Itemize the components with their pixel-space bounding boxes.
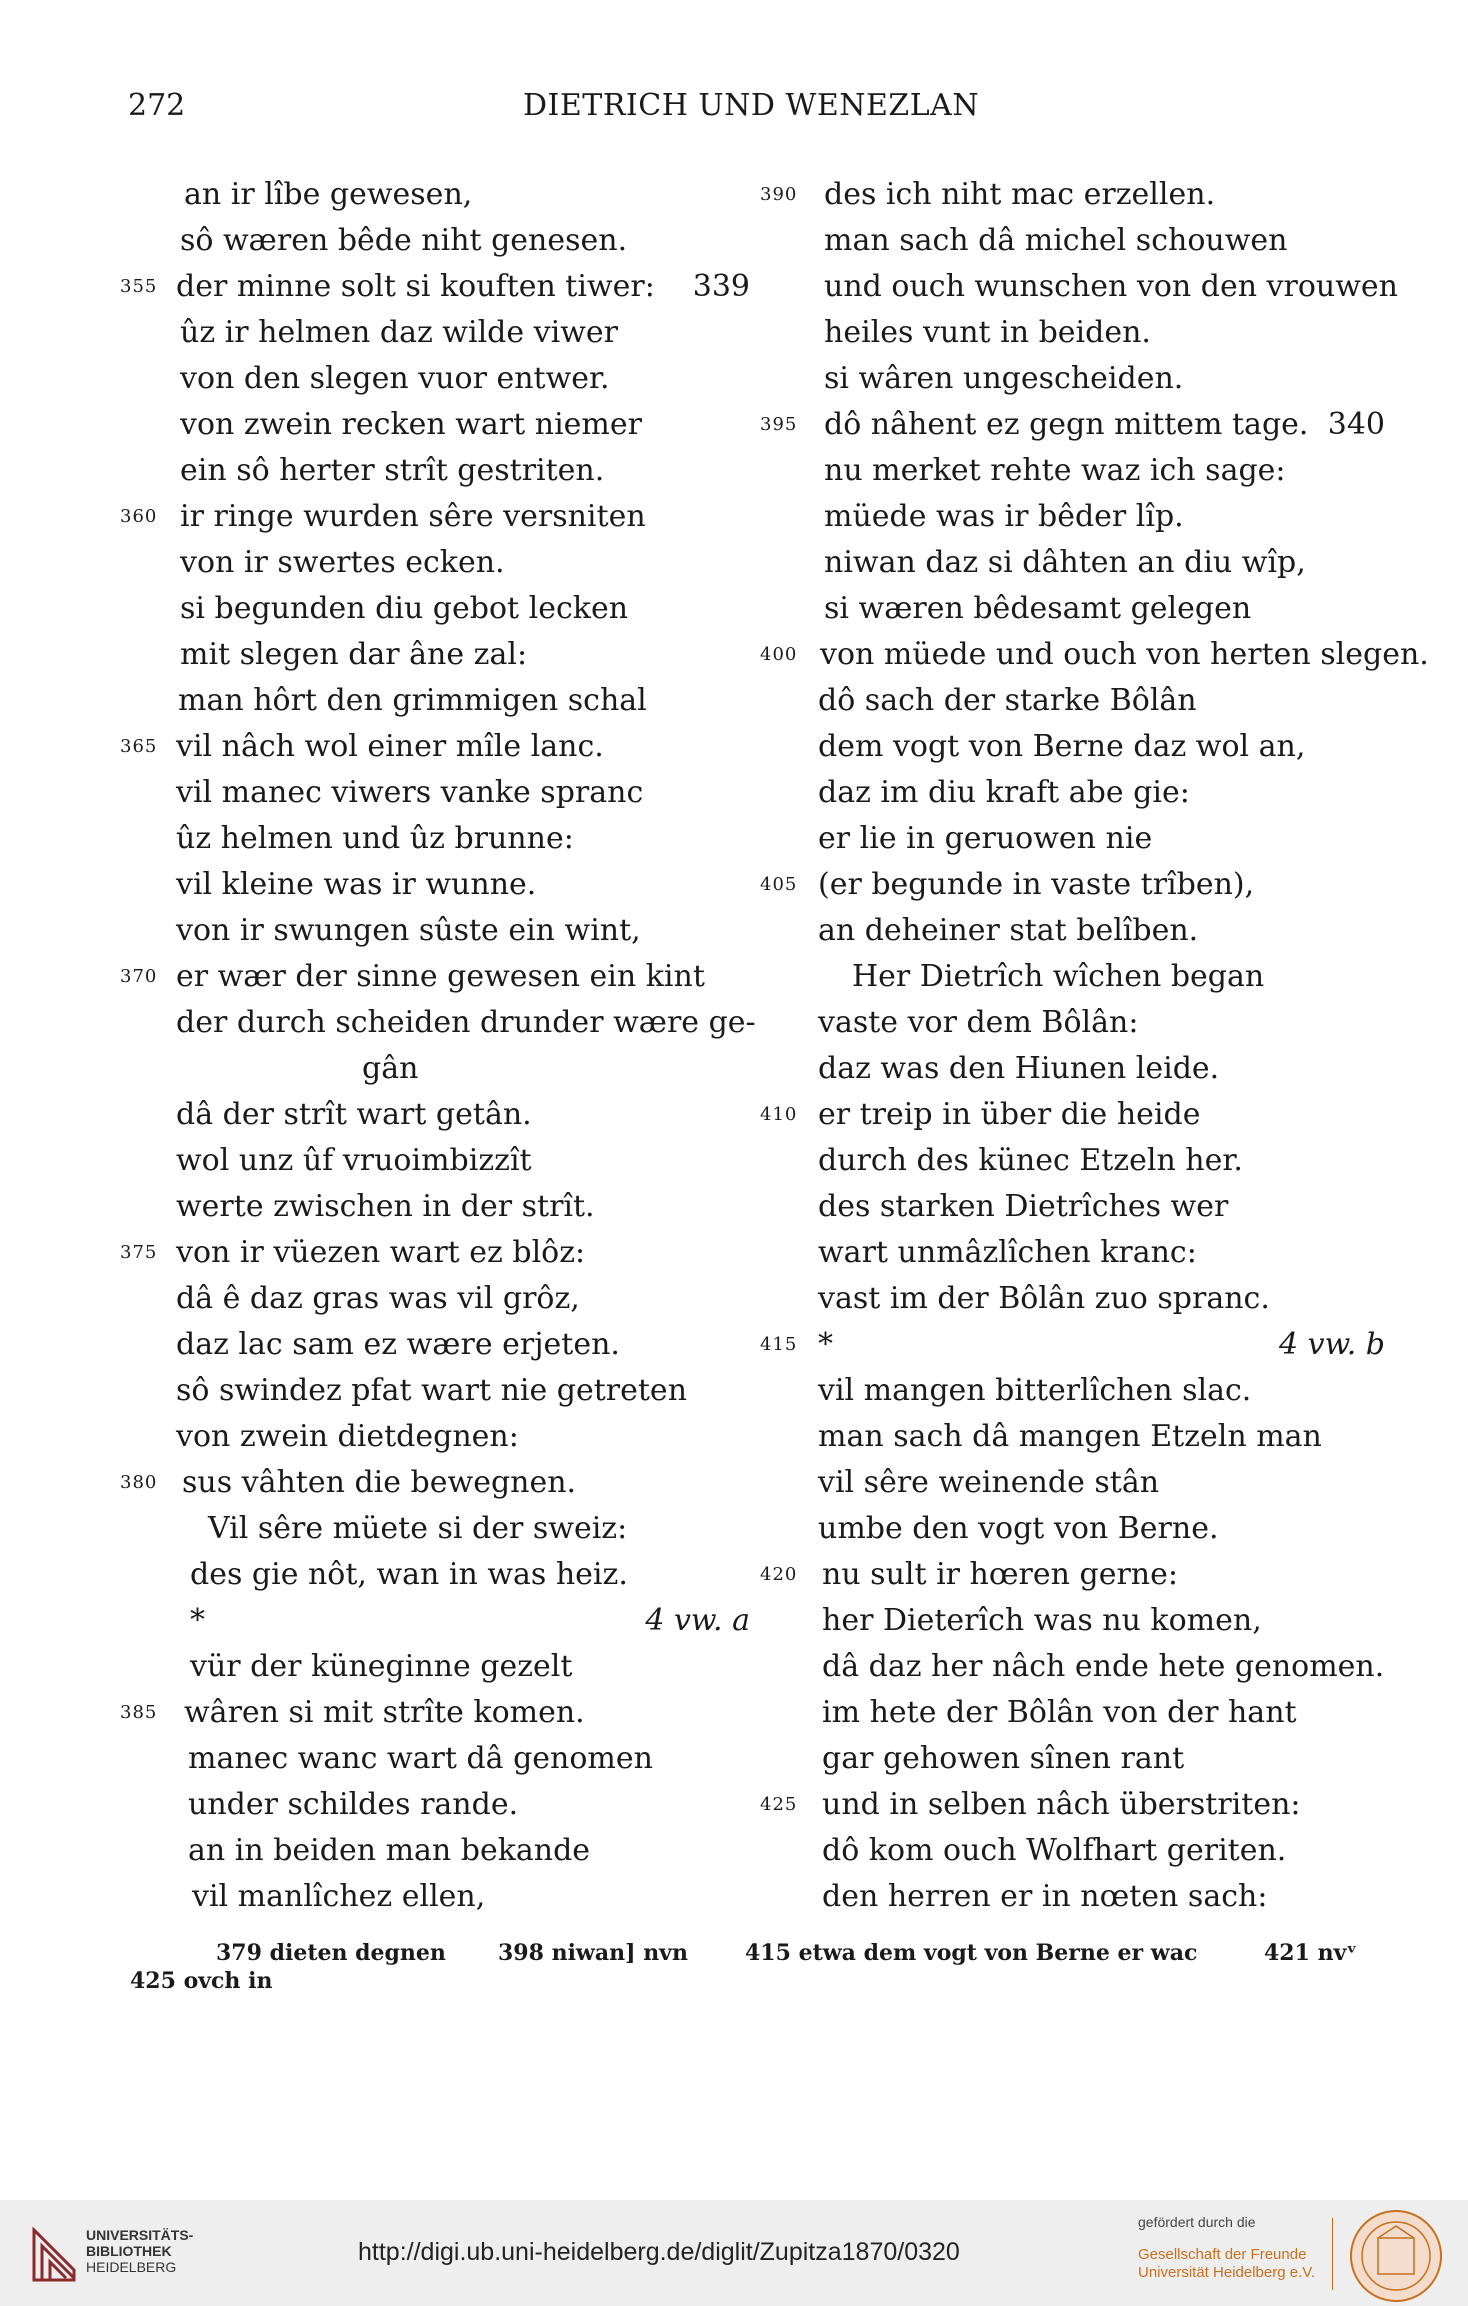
verse-text: wâren si mit strîte komen. xyxy=(184,1695,585,1730)
verse-text: daz im diu kraft abe gie: xyxy=(818,775,1190,810)
verse-line xyxy=(120,1506,750,1552)
verse-text: des gie nôt, wan in was heiz. xyxy=(190,1557,628,1592)
verse-text: er lie in geruowen nie xyxy=(818,821,1153,856)
verse-line xyxy=(120,1138,750,1184)
verse-line xyxy=(120,1276,750,1322)
verse-text: vaste vor dem Bôlân: xyxy=(818,1005,1139,1040)
marginal-note: 339 xyxy=(692,269,750,304)
verse-line xyxy=(760,172,1385,218)
verse-text: er wær der sinne gewesen ein kint xyxy=(176,959,705,994)
verse-line xyxy=(760,908,1385,954)
verse-text: von zwein recken wart niemer xyxy=(180,407,642,442)
verse-line xyxy=(120,816,750,862)
verse-text: des starken Dietrîches wer xyxy=(818,1189,1229,1224)
verse-text: dô nâhent ez gegn mittem tage. xyxy=(824,407,1309,442)
verse-text: heiles vunt in beiden. xyxy=(824,315,1151,350)
verse-line xyxy=(760,1690,1385,1736)
verse-text: si begunden diu gebot lecken xyxy=(180,591,629,626)
verse-line xyxy=(760,1000,1385,1046)
verse-line xyxy=(120,448,750,494)
verse-line xyxy=(760,954,1385,1000)
verse-line xyxy=(760,1874,1385,1920)
verse-text: sô swindez pfat wart nie getreten xyxy=(176,1373,688,1408)
verse-line xyxy=(760,356,1385,402)
verse-text: an ir lîbe gewesen, xyxy=(184,177,473,212)
verse-line xyxy=(760,1552,1385,1598)
verse-line xyxy=(120,1828,750,1874)
verse-text: und ouch wunschen von den vrouwen xyxy=(824,269,1398,304)
sponsor-name-line: Universität Heidelberg e.V. xyxy=(1138,2264,1316,2281)
university-seal-icon xyxy=(1348,2208,1444,2304)
library-name xyxy=(86,2227,193,2275)
verse-text: umbe den vogt von Berne. xyxy=(818,1511,1219,1546)
sponsor-block xyxy=(1138,2214,1338,2282)
verse-text: dem vogt von Berne daz wol an, xyxy=(818,729,1306,764)
verse-text: * xyxy=(190,1603,205,1638)
verse-text: im hete der Bôlân von der hant xyxy=(822,1695,1297,1730)
verse-text: werte zwischen in der strît. xyxy=(176,1189,595,1224)
verse-line xyxy=(120,586,750,632)
verse-text: wol unz ûf vruoimbizzît xyxy=(176,1143,532,1178)
verse-text: vil manec viwers vanke spranc xyxy=(176,775,644,810)
verse-text: vil sêre weinende stân xyxy=(818,1465,1160,1500)
verse-text: wart unmâzlîchen kranc: xyxy=(818,1235,1197,1270)
verse-text: man sach dâ michel schouwen xyxy=(824,223,1288,258)
verse-line xyxy=(760,1736,1385,1782)
verse-text: under schildes rande. xyxy=(188,1787,519,1822)
verse-line xyxy=(120,1460,750,1506)
line-number: 420 xyxy=(760,1564,798,1585)
sponsor-name xyxy=(1138,2246,1338,2282)
verse-text: (er begunde in vaste trîben), xyxy=(818,867,1255,902)
verse-line xyxy=(120,264,750,310)
verse-line xyxy=(760,1598,1385,1644)
verse-line xyxy=(120,1644,750,1690)
line-number: 380 xyxy=(120,1472,158,1493)
verse-line xyxy=(120,356,750,402)
verse-line xyxy=(760,770,1385,816)
verse-text: vür der küneginne gezelt xyxy=(190,1649,573,1684)
verse-line xyxy=(760,448,1385,494)
verse-text: ein sô herter strît gestriten. xyxy=(180,453,605,488)
verse-line xyxy=(760,632,1429,678)
verse-line xyxy=(760,1276,1385,1322)
verse-line xyxy=(760,310,1385,356)
page-number: 272 xyxy=(128,88,186,123)
running-title: DIETRICH UND WENEZLAN xyxy=(523,88,980,123)
verse-line xyxy=(120,494,750,540)
verse-line xyxy=(760,1460,1385,1506)
verse-text: daz was den Hiunen leide. xyxy=(818,1051,1220,1086)
verse-line xyxy=(120,1782,750,1828)
verse-text: gân xyxy=(362,1051,419,1086)
footer-divider xyxy=(1332,2218,1333,2290)
verse-line xyxy=(120,1184,750,1230)
footnote: 398 niwan] nvn xyxy=(498,1940,688,1966)
verse-text: Her Dietrîch wîchen began xyxy=(852,959,1265,994)
verse-line xyxy=(120,770,750,816)
verse-line xyxy=(760,1322,1385,1368)
verse-text: dâ der strît wart getân. xyxy=(176,1097,532,1132)
verse-line xyxy=(120,954,750,1000)
verse-text: manec wanc wart dâ genomen xyxy=(188,1741,653,1776)
verse-line xyxy=(120,1552,750,1598)
verse-line xyxy=(760,816,1385,862)
verse-text: mit slegen dar âne zal: xyxy=(180,637,528,672)
line-number: 415 xyxy=(760,1334,798,1355)
verse-line xyxy=(120,1092,750,1138)
line-number: 410 xyxy=(760,1104,798,1125)
verse-text: si wæren bêdesamt gelegen xyxy=(824,591,1252,626)
sponsor-name-line: Gesellschaft der Freunde xyxy=(1138,2246,1307,2263)
verse-line xyxy=(760,1414,1385,1460)
library-name-line: HEIDELBERG xyxy=(86,2259,177,2275)
verse-text: ûz ir helmen daz wilde viwer xyxy=(180,315,618,350)
verse-line xyxy=(120,540,750,586)
verse-text: und in selben nâch überstriten: xyxy=(822,1787,1301,1822)
verse-text: sus vâhten die bewegnen. xyxy=(182,1465,577,1500)
verse-line xyxy=(120,1322,750,1368)
footer-bar xyxy=(0,2200,1468,2306)
verse-line xyxy=(760,1230,1385,1276)
verse-line xyxy=(120,218,750,264)
verse-text: der durch scheiden drunder wære ge- xyxy=(176,1005,756,1040)
verse-text: an deheiner stat belîben. xyxy=(818,913,1199,948)
verse-line xyxy=(760,264,1398,310)
verse-line xyxy=(760,1138,1385,1184)
library-name-line: BIBLIOTHEK xyxy=(86,2243,172,2259)
verse-text: dâ daz her nâch ende hete genomen. xyxy=(822,1649,1385,1684)
verse-text: von ir swertes ecken. xyxy=(180,545,505,580)
verse-text: der minne solt si kouften tiwer: xyxy=(176,269,655,304)
library-name-line: UNIVERSITÄTS- xyxy=(86,2227,194,2243)
verse-text: dâ ê daz gras was vil grôz, xyxy=(176,1281,580,1316)
verse-line xyxy=(120,862,750,908)
footnote: 425 ovch in xyxy=(130,1968,273,1994)
verse-line xyxy=(120,172,750,218)
verse-line xyxy=(760,1506,1385,1552)
verse-line xyxy=(120,1736,750,1782)
verse-text: daz lac sam ez wære erjeten. xyxy=(176,1327,620,1362)
verse-text: dô sach der starke Bôlân xyxy=(818,683,1197,718)
verse-line xyxy=(760,1644,1385,1690)
verse-text: nu merket rehte waz ich sage: xyxy=(824,453,1286,488)
university-library-logo-icon xyxy=(28,2220,86,2286)
verse-line xyxy=(120,1414,750,1460)
verse-text: des ich niht mac erzellen. xyxy=(824,177,1216,212)
footnote: 421 nvᵛ xyxy=(1264,1940,1358,1966)
verse-text: sô wæren bêde niht genesen. xyxy=(180,223,628,258)
verse-line xyxy=(760,1046,1385,1092)
line-number: 390 xyxy=(760,184,798,205)
line-number: 400 xyxy=(760,644,798,665)
verse-text: niwan daz si dâhten an diu wîp, xyxy=(824,545,1306,580)
line-number: 405 xyxy=(760,874,798,895)
line-number: 425 xyxy=(760,1794,798,1815)
verse-text: er treip in über die heide xyxy=(818,1097,1201,1132)
verse-line xyxy=(120,1000,756,1046)
verse-line xyxy=(760,402,1385,448)
verse-line xyxy=(760,678,1385,724)
verse-text: von zwein dietdegnen: xyxy=(176,1419,519,1454)
verse-line xyxy=(120,1046,750,1092)
verse-text: si wâren ungescheiden. xyxy=(824,361,1184,396)
verse-line xyxy=(760,862,1385,908)
verse-text: vil kleine was ir wunne. xyxy=(176,867,537,902)
verse-text: ûz helmen und ûz brunne: xyxy=(176,821,574,856)
verse-text: gar gehowen sînen rant xyxy=(822,1741,1185,1776)
verse-line xyxy=(760,218,1385,264)
verse-line xyxy=(760,494,1385,540)
verse-line xyxy=(760,540,1385,586)
verse-text: nu sult ir hœren gerne: xyxy=(822,1557,1178,1592)
verse-text: vil nâch wol einer mîle lanc. xyxy=(176,729,604,764)
verse-line xyxy=(120,678,750,724)
verse-text: müede was ir bêder lîp. xyxy=(824,499,1184,534)
verse-text: von müede und ouch von herten slegen. xyxy=(820,637,1429,672)
verse-line xyxy=(120,1874,750,1920)
verse-text: vil mangen bitterlîchen slac. xyxy=(818,1373,1252,1408)
verse-line xyxy=(120,402,750,448)
verse-text: vast im der Bôlân zuo spranc. xyxy=(818,1281,1270,1316)
marginal-note: 4 vw. b xyxy=(1279,1327,1385,1362)
verse-line xyxy=(120,1368,750,1414)
verse-line xyxy=(120,310,750,356)
page-header xyxy=(128,88,1368,132)
verse-text: den herren er in nœten sach: xyxy=(822,1879,1268,1914)
line-number: 385 xyxy=(120,1702,158,1723)
line-number: 355 xyxy=(120,276,158,297)
verse-line xyxy=(120,724,750,770)
verse-text: Vil sêre müete si der sweiz: xyxy=(208,1511,628,1546)
verse-line xyxy=(760,586,1385,632)
verse-line xyxy=(120,1598,750,1644)
line-number: 375 xyxy=(120,1242,158,1263)
line-number: 365 xyxy=(120,736,158,757)
line-number: 395 xyxy=(760,414,798,435)
footnote: 379 dieten degnen xyxy=(216,1940,446,1966)
verse-line xyxy=(120,1690,750,1736)
verse-text: * xyxy=(818,1327,833,1362)
verse-text: durch des künec Etzeln her. xyxy=(818,1143,1243,1178)
document-url-link[interactable]: http://digi.ub.uni-heidelberg.de/diglit/Zupitza1870/0320 xyxy=(358,2238,960,2266)
verse-text: her Dieterîch was nu komen, xyxy=(822,1603,1262,1638)
verse-text: vil manlîchez ellen, xyxy=(192,1879,486,1914)
line-number: 370 xyxy=(120,966,158,987)
marginal-note: 340 xyxy=(1327,407,1385,442)
verse-line xyxy=(760,1828,1385,1874)
verse-text: dô kom ouch Wolfhart geriten. xyxy=(822,1833,1287,1868)
verse-line xyxy=(760,724,1385,770)
verse-text: man sach dâ mangen Etzeln man xyxy=(818,1419,1322,1454)
verse-text: an in beiden man bekande xyxy=(188,1833,591,1868)
verse-text: von ir vüezen wart ez blôz: xyxy=(176,1235,586,1270)
verse-line xyxy=(120,1230,750,1276)
verse-line xyxy=(760,1368,1385,1414)
verse-line xyxy=(760,1092,1385,1138)
verse-text: ir ringe wurden sêre versniten xyxy=(180,499,646,534)
verse-line xyxy=(760,1782,1385,1828)
verse-line xyxy=(760,1184,1385,1230)
marginal-note: 4 vw. a xyxy=(645,1603,750,1638)
verse-text: von ir swungen sûste ein wint, xyxy=(176,913,641,948)
verse-line xyxy=(120,632,750,678)
line-number: 360 xyxy=(120,506,158,527)
footnote: 415 etwa dem vogt von Berne er wac xyxy=(745,1940,1198,1966)
sponsor-label: gefördert durch die xyxy=(1138,2214,1256,2230)
verse-text: von den slegen vuor entwer. xyxy=(180,361,610,396)
verse-line xyxy=(120,908,750,954)
verse-text: man hôrt den grimmigen schal xyxy=(178,683,647,718)
